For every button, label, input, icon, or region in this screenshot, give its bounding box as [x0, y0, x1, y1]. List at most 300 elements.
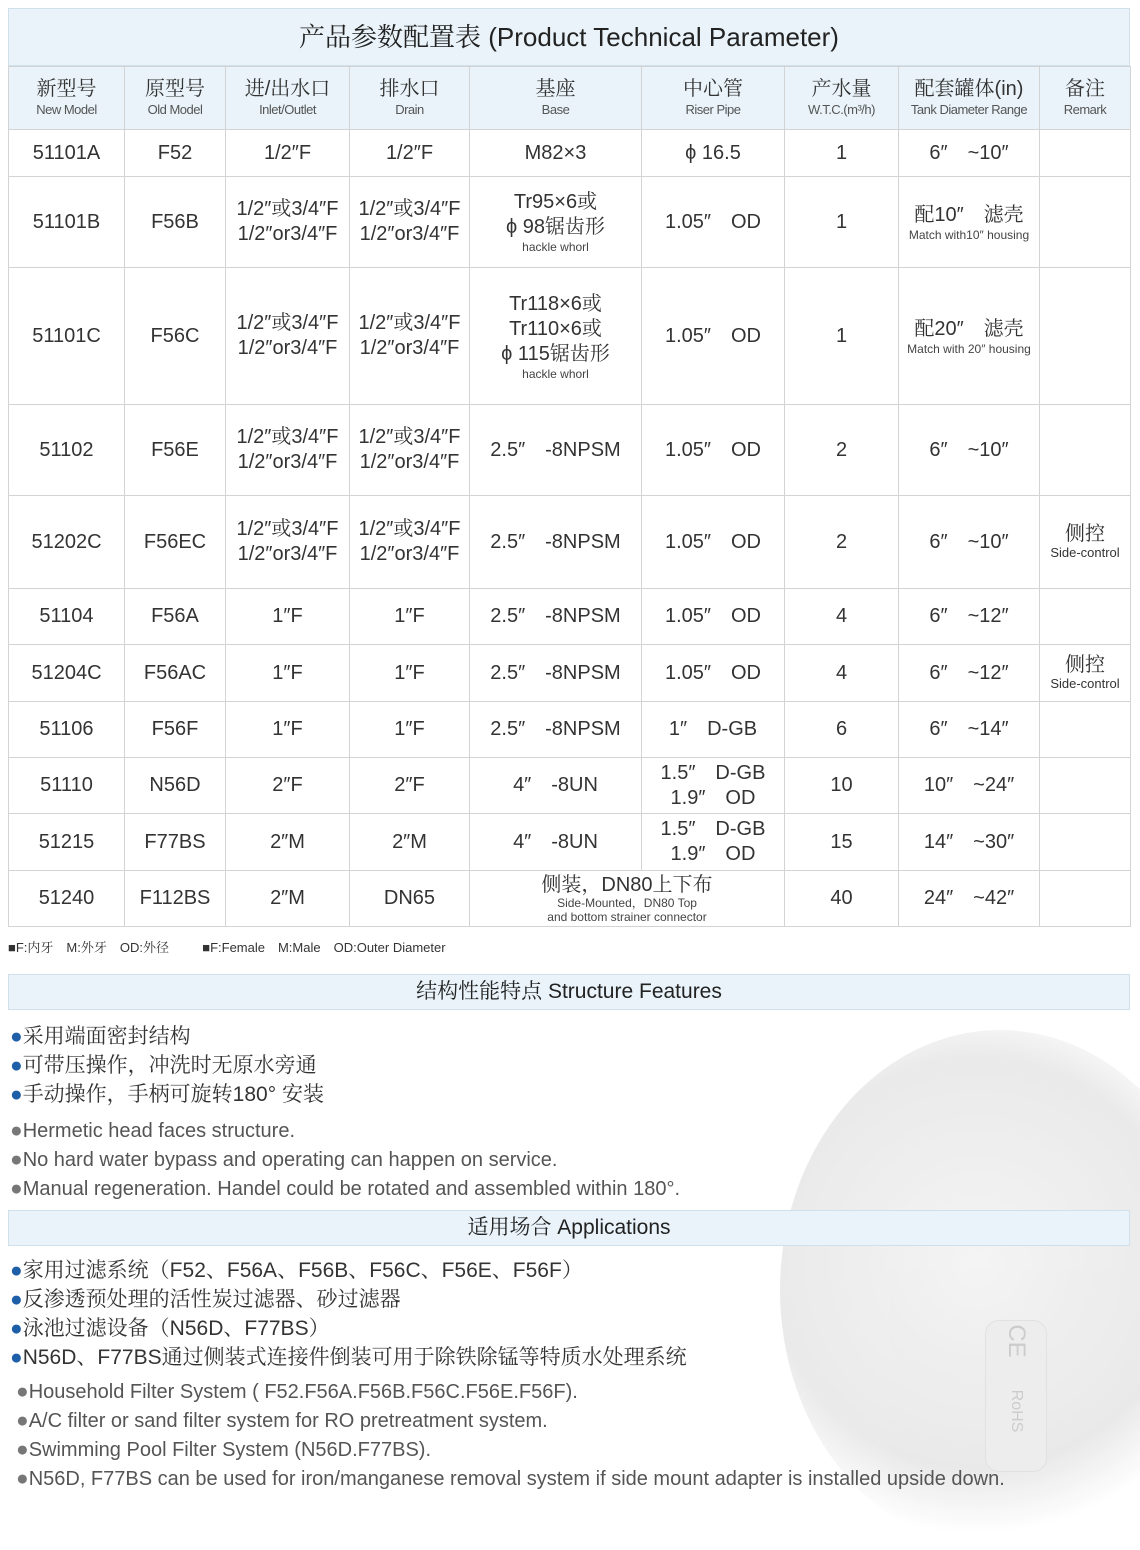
table-row — [9, 268, 1131, 405]
merged-cn: 侧装，DN80上下布 — [541, 873, 713, 896]
cell-tank-range — [899, 130, 1040, 177]
header-cn: 配套罐体(in) — [914, 78, 1024, 100]
header-cell — [470, 67, 642, 130]
header-cn: 中心管 — [683, 78, 743, 100]
header-en: Base — [541, 102, 570, 117]
table-header-row — [9, 67, 1131, 130]
cell-remark — [1040, 645, 1131, 702]
feature-item — [10, 1022, 324, 1051]
cell-drain — [350, 758, 470, 814]
riser-pipe: 1.05″ OD — [664, 324, 761, 347]
cell-tank-range — [899, 645, 1040, 702]
inlet-outlet: 1/2″或3/4″F — [236, 198, 339, 220]
bullet-icon: ● — [10, 1317, 23, 1340]
base: 2.5″ -8NPSM — [490, 661, 621, 684]
drain: 1″F — [394, 605, 425, 627]
cell-inlet-outlet — [226, 405, 350, 496]
cell-water-capacity — [785, 268, 899, 405]
feature-item-en — [10, 1145, 680, 1174]
old-model: F56EC — [143, 530, 207, 553]
new-model: 51104 — [39, 605, 94, 627]
bullet-icon: ● — [10, 1148, 23, 1171]
base: 2.5″ -8NPSM — [490, 530, 621, 553]
cell-water-capacity — [785, 871, 899, 927]
cell-old-model — [125, 645, 226, 702]
remark-en: Side-control — [1050, 676, 1120, 691]
table-row — [9, 702, 1131, 758]
header-en: Drain — [395, 102, 424, 117]
inlet-outlet-en: 1/2″or3/4″F — [237, 451, 338, 473]
water-capacity: 1 — [835, 141, 848, 164]
bullet-icon: ● — [10, 1083, 23, 1106]
new-model: 51101A — [32, 141, 101, 164]
header-en: Old Model — [147, 102, 203, 117]
bullet-icon: ● — [10, 1259, 23, 1282]
cell-water-capacity — [785, 405, 899, 496]
tank-range: 6″ ~12″ — [929, 661, 1009, 684]
cell-water-capacity — [785, 177, 899, 268]
drain: 1/2″或3/4″F — [358, 518, 461, 540]
features-cn-list — [10, 1022, 324, 1109]
application-item — [10, 1285, 687, 1314]
bullet-icon: ● — [16, 1409, 29, 1432]
tank-range-en: Match with 20″ housing — [907, 341, 1031, 356]
cell-inlet-outlet — [226, 814, 350, 871]
cell-drain — [350, 871, 470, 927]
drain: 2″F — [394, 774, 425, 796]
cell-remark — [1040, 268, 1131, 405]
header-en: New Model — [36, 102, 97, 117]
cell-water-capacity — [785, 702, 899, 758]
riser-pipe: 1.05″ OD — [664, 605, 761, 627]
table-row — [9, 405, 1131, 496]
table-row — [9, 177, 1131, 268]
list-item-text: 采用端面密封结构 — [22, 1025, 191, 1048]
inlet-outlet: 1″F — [272, 718, 303, 740]
cell-new-model — [9, 405, 125, 496]
riser-pipe: 1.05″ OD — [664, 530, 761, 553]
cell-riser-pipe — [642, 702, 785, 758]
new-model: 51215 — [38, 830, 95, 853]
water-capacity: 2 — [835, 438, 848, 461]
cell-riser-pipe — [642, 589, 785, 645]
cell-tank-range — [899, 814, 1040, 871]
water-capacity: 15 — [830, 830, 853, 853]
list-item-text: 泳池过滤设备（N56D、F77BS） — [22, 1317, 330, 1340]
merged-en: and bottom strainer connector — [547, 909, 707, 924]
old-model: F56C — [150, 324, 200, 347]
cell-drain — [350, 177, 470, 268]
header-cell — [125, 67, 226, 130]
cell-riser-pipe — [642, 405, 785, 496]
cell-riser-pipe — [642, 130, 785, 177]
list-item-text: Household Filter System ( F52.F56A.F56B.F56C.F56E.F56F). — [28, 1381, 578, 1403]
bullet-icon: ● — [10, 1054, 23, 1077]
feature-item — [10, 1080, 324, 1109]
cell-old-model — [125, 496, 226, 589]
base: Tr95×6或 — [513, 191, 598, 213]
inlet-outlet-en: 1/2″or3/4″F — [237, 223, 338, 245]
cell-remark — [1040, 589, 1131, 645]
header-en: Riser Pipe — [685, 102, 741, 117]
cell-riser-pipe — [642, 814, 785, 871]
bullet-icon: ● — [16, 1438, 29, 1461]
rohs-mark: RoHS — [1008, 1389, 1025, 1433]
cell-tank-range — [899, 496, 1040, 589]
header-en: Tank Diameter Range — [910, 102, 1028, 117]
drain-en: 1/2″or3/4″F — [359, 337, 460, 359]
bullet-icon: ● — [16, 1467, 29, 1490]
drain: 1/2″或3/4″F — [358, 198, 461, 220]
old-model: F52 — [157, 141, 193, 164]
cell-new-model — [9, 130, 125, 177]
tank-range-en: Match with10″ housing — [908, 227, 1030, 242]
tank-range: 6″ ~10″ — [929, 530, 1009, 553]
old-model: F56B — [151, 210, 199, 233]
inlet-outlet: 1/2″或3/4″F — [236, 426, 339, 448]
inlet-outlet: 1/2″或3/4″F — [236, 312, 339, 334]
cell-new-model — [9, 702, 125, 758]
feature-item — [10, 1051, 324, 1080]
cell-remark — [1040, 405, 1131, 496]
inlet-outlet-en: 1/2″or3/4″F — [237, 337, 338, 359]
table-row — [9, 758, 1131, 814]
cell-tank-range — [899, 268, 1040, 405]
cell-drain — [350, 130, 470, 177]
inlet-outlet: 1″F — [272, 605, 303, 627]
parameter-table — [8, 66, 1131, 927]
cell-tank-range — [899, 871, 1040, 927]
riser-pipe: 1.9″ OD — [670, 786, 756, 809]
cell-base — [470, 814, 642, 871]
table-row — [9, 645, 1131, 702]
cell-drain — [350, 268, 470, 405]
legend — [8, 937, 446, 956]
cell-water-capacity — [785, 496, 899, 589]
list-item-text: No hard water bypass and operating can happen on service. — [22, 1149, 558, 1171]
application-item — [10, 1256, 687, 1285]
header-cell — [899, 67, 1040, 130]
header-cell — [785, 67, 899, 130]
riser-pipe: 1.05″ OD — [664, 438, 761, 461]
applications-title: 适用场合 Applications — [8, 1210, 1130, 1246]
cell-water-capacity — [785, 589, 899, 645]
list-item-text: Swimming Pool Filter System (N56D.F77BS). — [28, 1439, 432, 1461]
base: 4″ -8UN — [513, 830, 598, 853]
riser-pipe: 1.9″ OD — [670, 843, 756, 865]
cell-new-model — [9, 496, 125, 589]
list-item-text: 手动操作，手柄可旋转180° 安装 — [22, 1083, 324, 1106]
drain: 1″F — [394, 718, 425, 740]
cell-inlet-outlet — [226, 702, 350, 758]
cell-old-model — [125, 702, 226, 758]
base: M82×3 — [524, 141, 587, 164]
remark-en: Side-control — [1050, 545, 1120, 560]
base: 2.5″ -8NPSM — [490, 605, 621, 627]
cell-old-model — [125, 405, 226, 496]
water-capacity: 6 — [835, 718, 848, 740]
cell-riser-pipe — [642, 758, 785, 814]
application-item — [10, 1314, 687, 1343]
cell-drain — [350, 814, 470, 871]
cell-base — [470, 702, 642, 758]
header-cn: 基座 — [535, 78, 576, 100]
cell-tank-range — [899, 589, 1040, 645]
cell-base — [470, 405, 642, 496]
new-model: 51101C — [32, 324, 101, 347]
cell-inlet-outlet — [226, 589, 350, 645]
riser-pipe: 1.5″ D-GB — [660, 818, 766, 840]
application-item-en — [16, 1406, 1005, 1435]
cell-base-riser-merged — [470, 871, 785, 927]
drain: 1/2″或3/4″F — [358, 426, 461, 448]
table-row — [9, 871, 1131, 927]
cell-new-model — [9, 268, 125, 405]
applications-cn-list — [10, 1256, 687, 1372]
inlet-outlet: 1/2″或3/4″F — [236, 518, 339, 540]
table-body — [9, 130, 1131, 927]
old-model: N56D — [149, 774, 201, 796]
cell-base — [470, 268, 642, 405]
new-model: 51204C — [31, 661, 102, 684]
old-model: F56E — [151, 438, 199, 461]
bullet-icon: ● — [16, 1380, 29, 1403]
list-item-text: 反渗透预处理的活性炭过滤器、砂过滤器 — [22, 1288, 401, 1311]
water-capacity: 1 — [835, 210, 848, 233]
base: Tr110×6或 — [509, 317, 602, 340]
bullet-icon: ● — [10, 1288, 23, 1311]
cell-base — [470, 130, 642, 177]
application-item-en — [16, 1435, 1005, 1464]
drain: DN65 — [383, 887, 436, 909]
cell-remark — [1040, 814, 1131, 871]
cell-old-model — [125, 130, 226, 177]
header-cn: 排水口 — [379, 78, 440, 100]
new-model: 51102 — [39, 438, 94, 461]
water-capacity: 1 — [835, 324, 848, 347]
new-model: 51110 — [40, 774, 93, 796]
riser-pipe: 1″ D-GB — [668, 718, 758, 740]
cell-new-model — [9, 589, 125, 645]
header-cn: 产水量 — [811, 78, 872, 100]
cell-inlet-outlet — [226, 758, 350, 814]
base: 2.5″ -8NPSM — [490, 438, 621, 461]
cell-tank-range — [899, 177, 1040, 268]
old-model: F56A — [151, 605, 199, 627]
cell-tank-range — [899, 758, 1040, 814]
new-model: 51202C — [31, 530, 102, 553]
drain-en: 1/2″or3/4″F — [359, 223, 460, 245]
cell-base — [470, 177, 642, 268]
base: Tr118×6或 — [509, 292, 602, 315]
inlet-outlet: 2″M — [270, 887, 305, 909]
legend-cn: ■F:内牙 M:外牙 OD:外径 — [8, 940, 169, 955]
inlet-outlet: 2″F — [272, 774, 303, 796]
inlet-outlet: 2″M — [270, 830, 305, 853]
ce-mark: CE — [1003, 1324, 1030, 1358]
riser-pipe: 1.05″ OD — [664, 661, 761, 684]
riser-pipe: 1.05″ OD — [664, 210, 761, 233]
cell-remark — [1040, 130, 1131, 177]
new-model: 51106 — [39, 718, 94, 740]
drain: 1/2″F — [385, 141, 434, 164]
riser-pipe: ϕ 16.5 — [685, 141, 741, 164]
cell-water-capacity — [785, 814, 899, 871]
list-item-text: Manual regeneration. Handel could be rotated and assembled within 180°. — [22, 1178, 681, 1200]
cell-riser-pipe — [642, 177, 785, 268]
base: ϕ 98锯齿形 — [505, 216, 605, 238]
legend-en: ■F:Female M:Male OD:Outer Diameter — [202, 940, 446, 955]
header-cn: 原型号 — [145, 78, 205, 100]
bullet-icon: ● — [10, 1025, 23, 1048]
new-model: 51240 — [38, 887, 95, 909]
merged-en: Side-Mounted，DN80 Top — [557, 895, 697, 910]
cell-inlet-outlet — [226, 645, 350, 702]
feature-item-en — [10, 1174, 680, 1203]
remark: 侧控 — [1065, 654, 1105, 676]
cell-new-model — [9, 871, 125, 927]
bullet-icon: ● — [10, 1177, 23, 1200]
inlet-outlet: 1″F — [272, 661, 303, 684]
bullet-icon: ● — [10, 1119, 23, 1142]
cell-drain — [350, 702, 470, 758]
base: ϕ 115锯齿形 — [501, 342, 610, 365]
cell-new-model — [9, 814, 125, 871]
base: 4″ -8UN — [513, 774, 598, 796]
cell-new-model — [9, 645, 125, 702]
header-cell — [226, 67, 350, 130]
remark: 侧控 — [1065, 523, 1105, 545]
cell-inlet-outlet — [226, 871, 350, 927]
list-item-text: 可带压操作，冲洗时无原水旁通 — [22, 1054, 317, 1077]
cell-water-capacity — [785, 758, 899, 814]
cell-water-capacity — [785, 645, 899, 702]
base-en: hackle whorl — [522, 240, 589, 254]
drain: 1″F — [394, 661, 425, 684]
list-item-text: A/C filter or sand filter system for RO pretreatment system. — [28, 1410, 548, 1432]
cell-drain — [350, 405, 470, 496]
tank-range: 6″ ~14″ — [929, 718, 1009, 740]
header-cell — [9, 67, 125, 130]
tank-range: 配20″ 滤壳 — [914, 317, 1024, 340]
tank-range: 10″ ~24″ — [923, 774, 1015, 796]
drain: 1/2″或3/4″F — [358, 312, 461, 334]
old-model: F77BS — [144, 830, 206, 853]
cell-inlet-outlet — [226, 268, 350, 405]
cell-remark — [1040, 871, 1131, 927]
cell-old-model — [125, 177, 226, 268]
cell-tank-range — [899, 702, 1040, 758]
cell-old-model — [125, 758, 226, 814]
water-capacity: 10 — [830, 774, 853, 796]
cell-base — [470, 589, 642, 645]
features-en-list — [10, 1116, 680, 1203]
cell-riser-pipe — [642, 645, 785, 702]
cell-new-model — [9, 758, 125, 814]
tank-range: 14″ ~30″ — [923, 830, 1015, 853]
list-item-text: Hermetic head faces structure. — [22, 1120, 296, 1142]
cell-inlet-outlet — [226, 130, 350, 177]
header-cell — [642, 67, 785, 130]
cell-old-model — [125, 814, 226, 871]
tank-range: 24″ ~42″ — [923, 887, 1015, 909]
list-item-text: N56D, F77BS can be used for iron/manganese removal system if side mount adapter is installed upside down. — [28, 1468, 1005, 1490]
cell-remark — [1040, 177, 1131, 268]
application-item-en — [16, 1377, 1005, 1406]
water-capacity: 4 — [835, 605, 848, 627]
table-row — [9, 496, 1131, 589]
tank-range: 配10″ 滤壳 — [914, 203, 1024, 226]
feature-item-en — [10, 1116, 680, 1145]
cell-drain — [350, 589, 470, 645]
header-en: W.T.C.(m³/h) — [808, 102, 875, 117]
header-cell — [1040, 67, 1131, 130]
old-model: F112BS — [139, 887, 211, 909]
riser-pipe: 1.5″ D-GB — [660, 761, 766, 784]
cell-remark — [1040, 496, 1131, 589]
cell-drain — [350, 496, 470, 589]
drain: 2″M — [392, 830, 427, 853]
header-en: Inlet/Outlet — [259, 102, 316, 117]
inlet-outlet: 1/2″F — [263, 141, 312, 164]
list-item-text: N56D、F77BS通过侧装式连接件倒装可用于除铁除锰等特质水处理系统 — [22, 1346, 687, 1369]
features-title: 结构性能特点 Structure Features — [8, 974, 1130, 1010]
water-capacity: 40 — [830, 887, 853, 909]
cell-remark — [1040, 702, 1131, 758]
table-row — [9, 814, 1131, 871]
base-en: hackle whorl — [522, 366, 589, 381]
header-cn: 备注 — [1065, 78, 1105, 100]
application-item-en — [16, 1464, 1005, 1493]
water-capacity: 4 — [835, 661, 848, 684]
cell-base — [470, 496, 642, 589]
cell-base — [470, 645, 642, 702]
cell-tank-range — [899, 405, 1040, 496]
tank-range: 6″ ~10″ — [929, 438, 1009, 461]
cell-new-model — [9, 177, 125, 268]
cell-riser-pipe — [642, 496, 785, 589]
cell-remark — [1040, 758, 1131, 814]
bullet-icon: ● — [10, 1346, 23, 1369]
application-item — [10, 1343, 687, 1372]
tank-range: 6″ ~10″ — [929, 141, 1009, 164]
cell-riser-pipe — [642, 268, 785, 405]
table-row — [9, 589, 1131, 645]
inlet-outlet-en: 1/2″or3/4″F — [237, 543, 338, 565]
water-capacity: 2 — [835, 530, 848, 553]
tank-range: 6″ ~12″ — [929, 605, 1009, 627]
header-en: Remark — [1063, 102, 1107, 117]
old-model: F56F — [151, 718, 199, 740]
cell-water-capacity — [785, 130, 899, 177]
cell-old-model — [125, 871, 226, 927]
header-cn: 进/出水口 — [244, 78, 331, 100]
list-item-text: 家用过滤系统（F52、F56A、F56B、F56C、F56E、F56F） — [22, 1259, 583, 1282]
old-model: F56AC — [143, 661, 207, 684]
cell-old-model — [125, 268, 226, 405]
base: 2.5″ -8NPSM — [490, 718, 621, 740]
page-title: 产品参数配置表 (Product Technical Parameter) — [8, 8, 1130, 66]
drain-en: 1/2″or3/4″F — [359, 543, 460, 565]
header-cn: 新型号 — [36, 78, 97, 100]
cell-base — [470, 758, 642, 814]
applications-en-list — [16, 1377, 1005, 1493]
cell-old-model — [125, 589, 226, 645]
table-row — [9, 130, 1131, 177]
cell-drain — [350, 645, 470, 702]
new-model: 51101B — [32, 210, 101, 233]
drain-en: 1/2″or3/4″F — [359, 451, 460, 473]
